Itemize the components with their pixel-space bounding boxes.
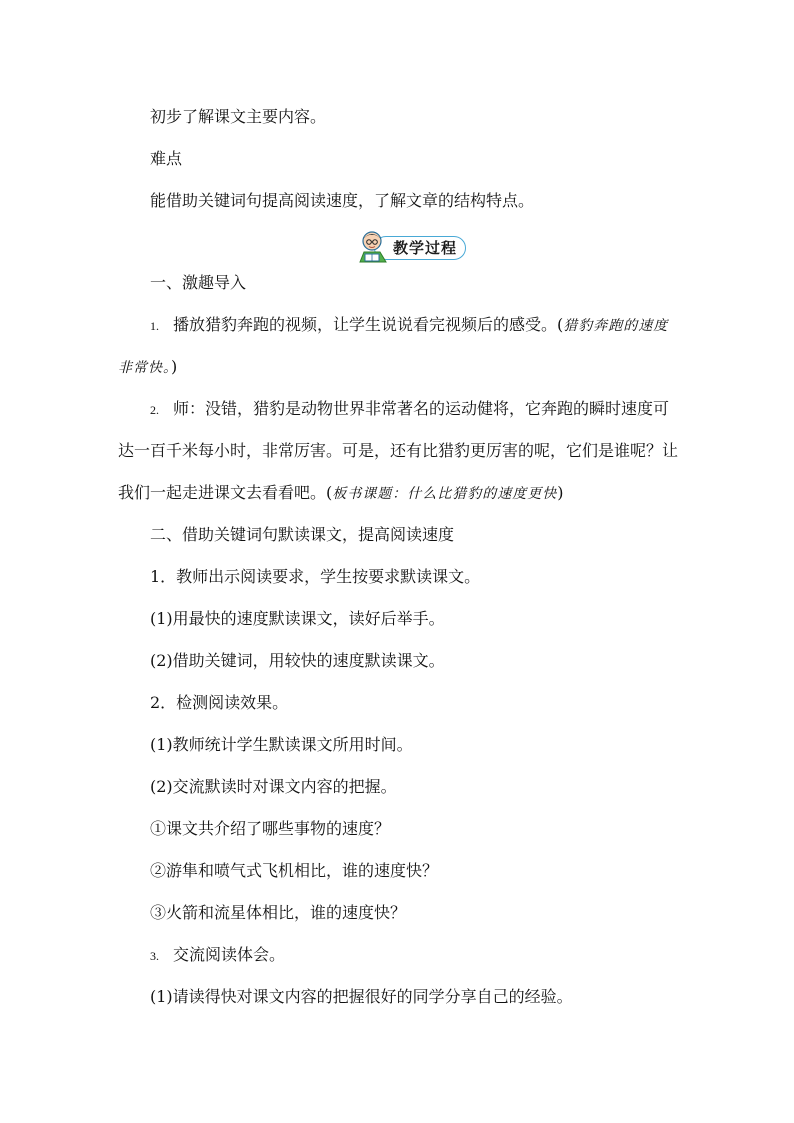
paragraph-line xyxy=(150,944,285,967)
student-reading-icon xyxy=(356,228,392,264)
paragraph-line: (1)用最快的速度默读课文，读好后举手。 xyxy=(150,609,445,628)
paragraph-line: 1．教师出示阅读要求，学生按要求默读课文。 xyxy=(150,567,481,586)
teacher-note: 非常快。 xyxy=(118,360,171,376)
line-text: 播放猎豹奔跑的视频，让学生说说看完视频后的感受。( xyxy=(173,315,564,334)
line-text: ) xyxy=(171,357,178,376)
paragraph-line xyxy=(118,356,177,379)
teaching-process-banner xyxy=(356,228,466,264)
teacher-note: 猎豹奔跑的速度 xyxy=(563,318,669,334)
paragraph-line: 初步了解课文主要内容。 xyxy=(150,107,327,126)
line-text: 我们一起走进课文去看看吧。( xyxy=(118,483,333,502)
section-heading-difficulty: 难点 xyxy=(150,149,183,168)
paragraph-line: 能借助关键词句提高阅读速度，了解文章的结构特点。 xyxy=(150,191,535,210)
paragraph-line: 2．检测阅读效果。 xyxy=(150,693,289,712)
section-heading-1: 一、激趣导入 xyxy=(150,273,247,292)
line-text: 交流阅读体会。 xyxy=(173,945,286,964)
line-text: ) xyxy=(557,483,564,502)
question-line: ①课文共介绍了哪些事物的速度？ xyxy=(150,819,391,838)
paragraph-line: (2)交流默读时对课文内容的把握。 xyxy=(150,777,397,796)
paragraph-line xyxy=(150,314,668,337)
paragraph-line xyxy=(118,482,564,505)
item-number: 3. xyxy=(150,949,159,963)
paragraph-line: (1)教师统计学生默读课文所用时间。 xyxy=(150,735,413,754)
blackboard-title-note: 板书课题：什么比猎豹的速度更快 xyxy=(332,486,558,502)
paragraph-line: (1)请读得快对课文内容的把握很好的同学分享自己的经验。 xyxy=(150,987,573,1006)
section-heading-2: 二、借助关键词句默读课文，提高阅读速度 xyxy=(150,525,455,544)
paragraph-line: 达一百千米每小时，非常厉害。可是，还有比猎豹更厉害的呢，它们是谁呢？让 xyxy=(118,441,679,460)
line-text: 师：没错，猎豹是动物世界非常著名的运动健将，它奔跑的瞬时速度可 xyxy=(173,399,670,418)
item-number: 1. xyxy=(150,319,159,333)
banner-title: 教学过程 xyxy=(392,239,457,257)
paragraph-line: (2)借助关键词，用较快的速度默读课文。 xyxy=(150,651,445,670)
paragraph-line xyxy=(150,398,669,421)
item-number: 2. xyxy=(150,403,159,417)
question-line: ②游隼和喷气式飞机相比，谁的速度快？ xyxy=(150,861,439,880)
question-line: ③火箭和流星体相比，谁的速度快？ xyxy=(150,903,407,922)
